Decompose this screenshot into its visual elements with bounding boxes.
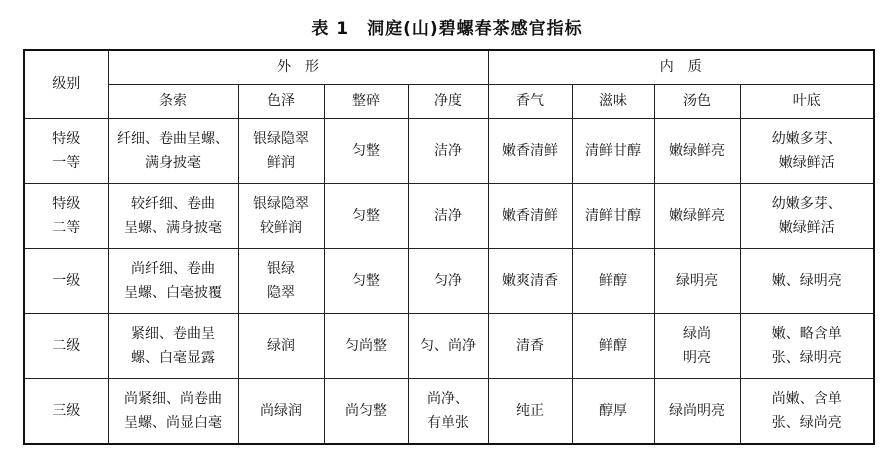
table-row — [24, 248, 874, 313]
cell-cleanness: 洁净 — [408, 183, 488, 248]
cell-shape: 较纤细、卷曲 呈螺、满身披毫 — [108, 183, 238, 248]
header-col-evenness: 整碎 — [324, 84, 408, 118]
sensory-spec-table — [23, 49, 875, 445]
header-col-shape: 条索 — [108, 84, 238, 118]
cell-shape: 尚紧细、尚卷曲 呈螺、尚显白毫 — [108, 378, 238, 444]
cell-liquor-color: 绿明亮 — [654, 248, 740, 313]
cell-color: 银绿隐翠 较鲜润 — [238, 183, 324, 248]
header-col-cleanness: 净度 — [408, 84, 488, 118]
header-col-color: 色泽 — [238, 84, 324, 118]
cell-liquor-color: 绿尚明亮 — [654, 378, 740, 444]
grade-cell: 三级 — [24, 378, 108, 444]
cell-evenness: 匀整 — [324, 183, 408, 248]
table-row — [24, 313, 874, 378]
cell-color: 银绿隐翠 鲜润 — [238, 118, 324, 183]
grade-cell: 二级 — [24, 313, 108, 378]
cell-taste: 清鲜甘醇 — [572, 118, 654, 183]
table-row — [24, 118, 874, 183]
cell-color: 银绿 隐翠 — [238, 248, 324, 313]
cell-liquor-color: 嫩绿鲜亮 — [654, 183, 740, 248]
cell-aroma: 嫩爽清香 — [488, 248, 572, 313]
cell-taste: 鲜醇 — [572, 313, 654, 378]
table-title: 表 1 洞庭(山)碧螺春茶感官指标 — [311, 19, 583, 39]
cell-leaf-base: 嫩、略含单 张、绿明亮 — [740, 313, 874, 378]
header-col-aroma: 香气 — [488, 84, 572, 118]
cell-taste: 鲜醇 — [572, 248, 654, 313]
table-row — [24, 378, 874, 444]
cell-evenness: 匀尚整 — [324, 313, 408, 378]
table-body — [24, 118, 874, 444]
cell-color: 绿润 — [238, 313, 324, 378]
cell-aroma: 清香 — [488, 313, 572, 378]
cell-evenness: 尚匀整 — [324, 378, 408, 444]
cell-taste: 醇厚 — [572, 378, 654, 444]
cell-evenness: 匀整 — [324, 118, 408, 183]
cell-shape: 紧细、卷曲呈 螺、白毫显露 — [108, 313, 238, 378]
header-group-inner: 内 质 — [488, 50, 874, 84]
header-col-liquor-color: 汤色 — [654, 84, 740, 118]
cell-taste: 清鲜甘醇 — [572, 183, 654, 248]
grade-cell: 特级 一等 — [24, 118, 108, 183]
grade-cell: 一级 — [24, 248, 108, 313]
cell-color: 尚绿润 — [238, 378, 324, 444]
cell-evenness: 匀整 — [324, 248, 408, 313]
cell-leaf-base: 尚嫩、含单 张、绿尚亮 — [740, 378, 874, 444]
grade-cell: 特级 二等 — [24, 183, 108, 248]
cell-shape: 纤细、卷曲呈螺、 满身披毫 — [108, 118, 238, 183]
cell-leaf-base: 嫩、绿明亮 — [740, 248, 874, 313]
header-col-leaf-base: 叶底 — [740, 84, 874, 118]
header-col-taste: 滋味 — [572, 84, 654, 118]
table-row — [24, 183, 874, 248]
cell-shape: 尚纤细、卷曲 呈螺、白毫披覆 — [108, 248, 238, 313]
cell-cleanness: 洁净 — [408, 118, 488, 183]
cell-liquor-color: 嫩绿鲜亮 — [654, 118, 740, 183]
cell-liquor-color: 绿尚 明亮 — [654, 313, 740, 378]
cell-cleanness: 匀净 — [408, 248, 488, 313]
cell-cleanness: 尚净、 有单张 — [408, 378, 488, 444]
header-grade: 级别 — [24, 50, 108, 118]
cell-aroma: 纯正 — [488, 378, 572, 444]
cell-leaf-base: 幼嫩多芽、 嫩绿鲜活 — [740, 183, 874, 248]
cell-leaf-base: 幼嫩多芽、 嫩绿鲜活 — [740, 118, 874, 183]
cell-cleanness: 匀、尚净 — [408, 313, 488, 378]
header-group-appearance: 外 形 — [108, 50, 488, 84]
cell-aroma: 嫩香清鲜 — [488, 118, 572, 183]
cell-aroma: 嫩香清鲜 — [488, 183, 572, 248]
